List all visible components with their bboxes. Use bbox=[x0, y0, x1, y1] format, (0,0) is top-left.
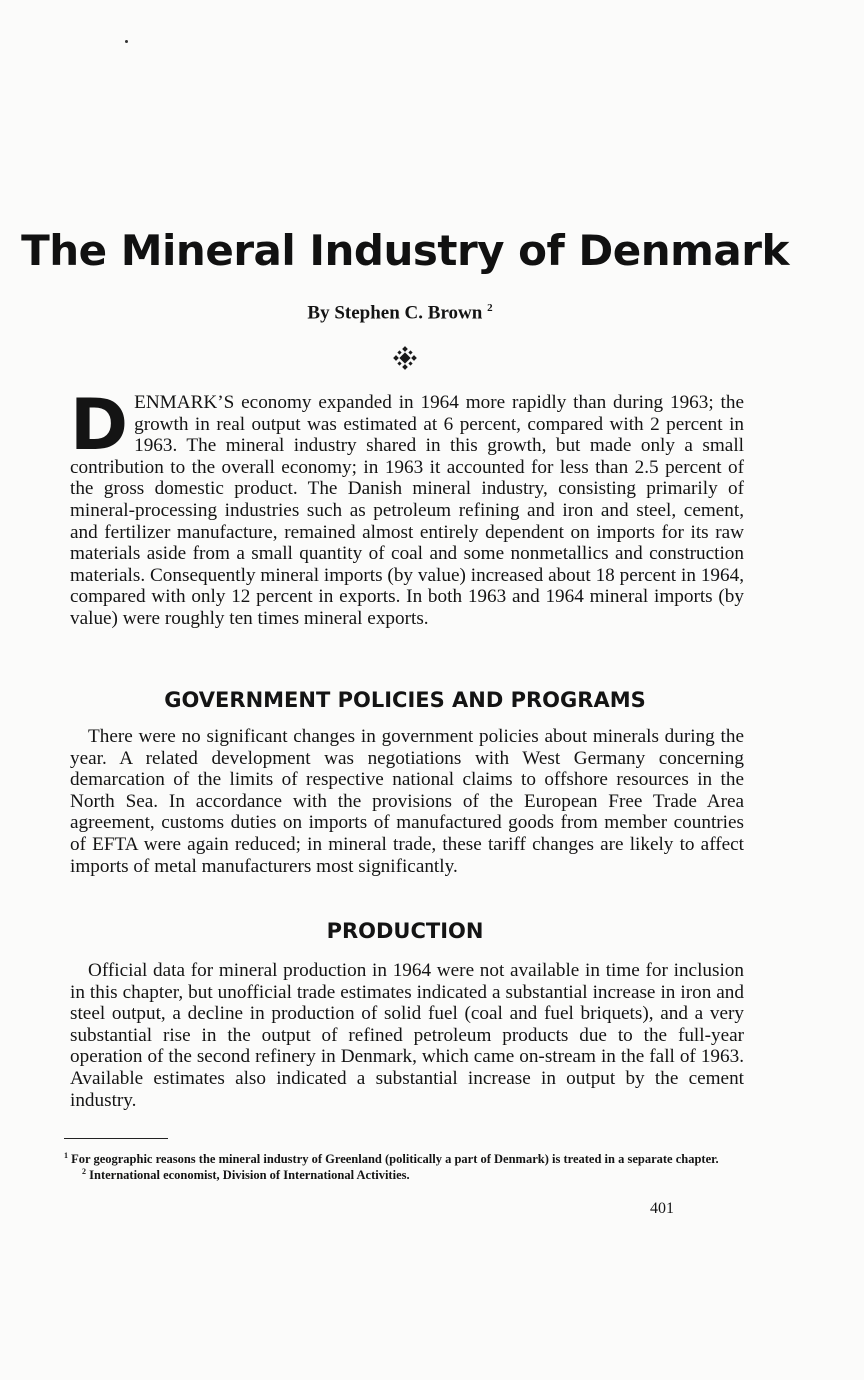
footnote-mark: 1 bbox=[64, 1151, 68, 1160]
byline bbox=[0, 302, 800, 324]
dropcap: D bbox=[70, 384, 129, 466]
production-section bbox=[70, 960, 744, 1111]
footnote-divider bbox=[64, 1138, 168, 1139]
footnote-mark: 2 bbox=[82, 1166, 86, 1176]
footnote bbox=[64, 1150, 744, 1166]
page-title: The Mineral Industry of Denmark bbox=[21, 226, 789, 275]
production-paragraph: Official data for mineral production in 1964 were not available in time for inclusion in this chapter, but unofficial trade estimates indicated a substantial increase in iron and steel output, a decline in production of solid fuel (coal and fuel briquets), and a very substantial rise in the output of refined petroleum products due to the full-year operation of the second refinery in Denmark, which came on-stream in the fall of 1963. Available estimates also indicated a substantial increase in output by the cement industry. bbox=[70, 960, 744, 1111]
speck-mark bbox=[125, 40, 128, 43]
byline-footnote-mark: 2 bbox=[487, 302, 493, 314]
government-paragraph: There were no significant changes in government policies about minerals during the year. A related development was negotiations with West Germany concerning demarcation of the limits of respective national claims to offshore resources in the North Sea. In accordance with the provisions of the European Free Trade Area agreement, customs duties on imports of manufactured goods from member countries of EFTA were again reduced; in mineral trade, these tariff changes are likely to affect imports of metal manufacturers most significantly. bbox=[70, 726, 744, 877]
page-number: 401 bbox=[650, 1200, 674, 1217]
section-heading-production: PRODUCTION bbox=[326, 919, 484, 943]
intro-paragraph bbox=[70, 384, 744, 630]
section-heading-government: GOVERNMENT POLICIES AND PROGRAMS bbox=[164, 688, 646, 712]
intro-text: ENMARK’S economy expanded in 1964 more rapidly than during 1963; the growth in real output was estimated at 6 percent, compared with 2 percent in 1963. The mineral industry shared in this growth, but made only a small contribution to the overall economy; in 1963 it accounted for less than 2.5 percent of the gross domestic product. The Danish mineral industry, consisting primarily of mineral-processing industries such as petroleum refining and iron and steel, cement, and fertilizer manufacture, remained almost entirely dependent on imports for its raw materials aside from a small quantity of coal and some nonmetallics and construction materials. Consequently mineral imports (by value) increased about 18 percent in 1964, compared with only 12 percent in exports. In both 1963 and 1964 mineral imports (by value) were roughly ten times mineral exports. bbox=[70, 392, 744, 629]
footnote bbox=[64, 1166, 744, 1182]
footnote-text: International economist, Division of International Activities. bbox=[89, 1167, 410, 1182]
fleuron-icon bbox=[392, 345, 418, 371]
footnotes bbox=[64, 1150, 744, 1181]
author-name: By Stephen C. Brown bbox=[307, 302, 483, 324]
footnote-text: For geographic reasons the mineral industry of Greenland (politically a part of Denmark) is treated in a separate chapter. bbox=[71, 1152, 719, 1167]
government-section bbox=[70, 726, 744, 877]
